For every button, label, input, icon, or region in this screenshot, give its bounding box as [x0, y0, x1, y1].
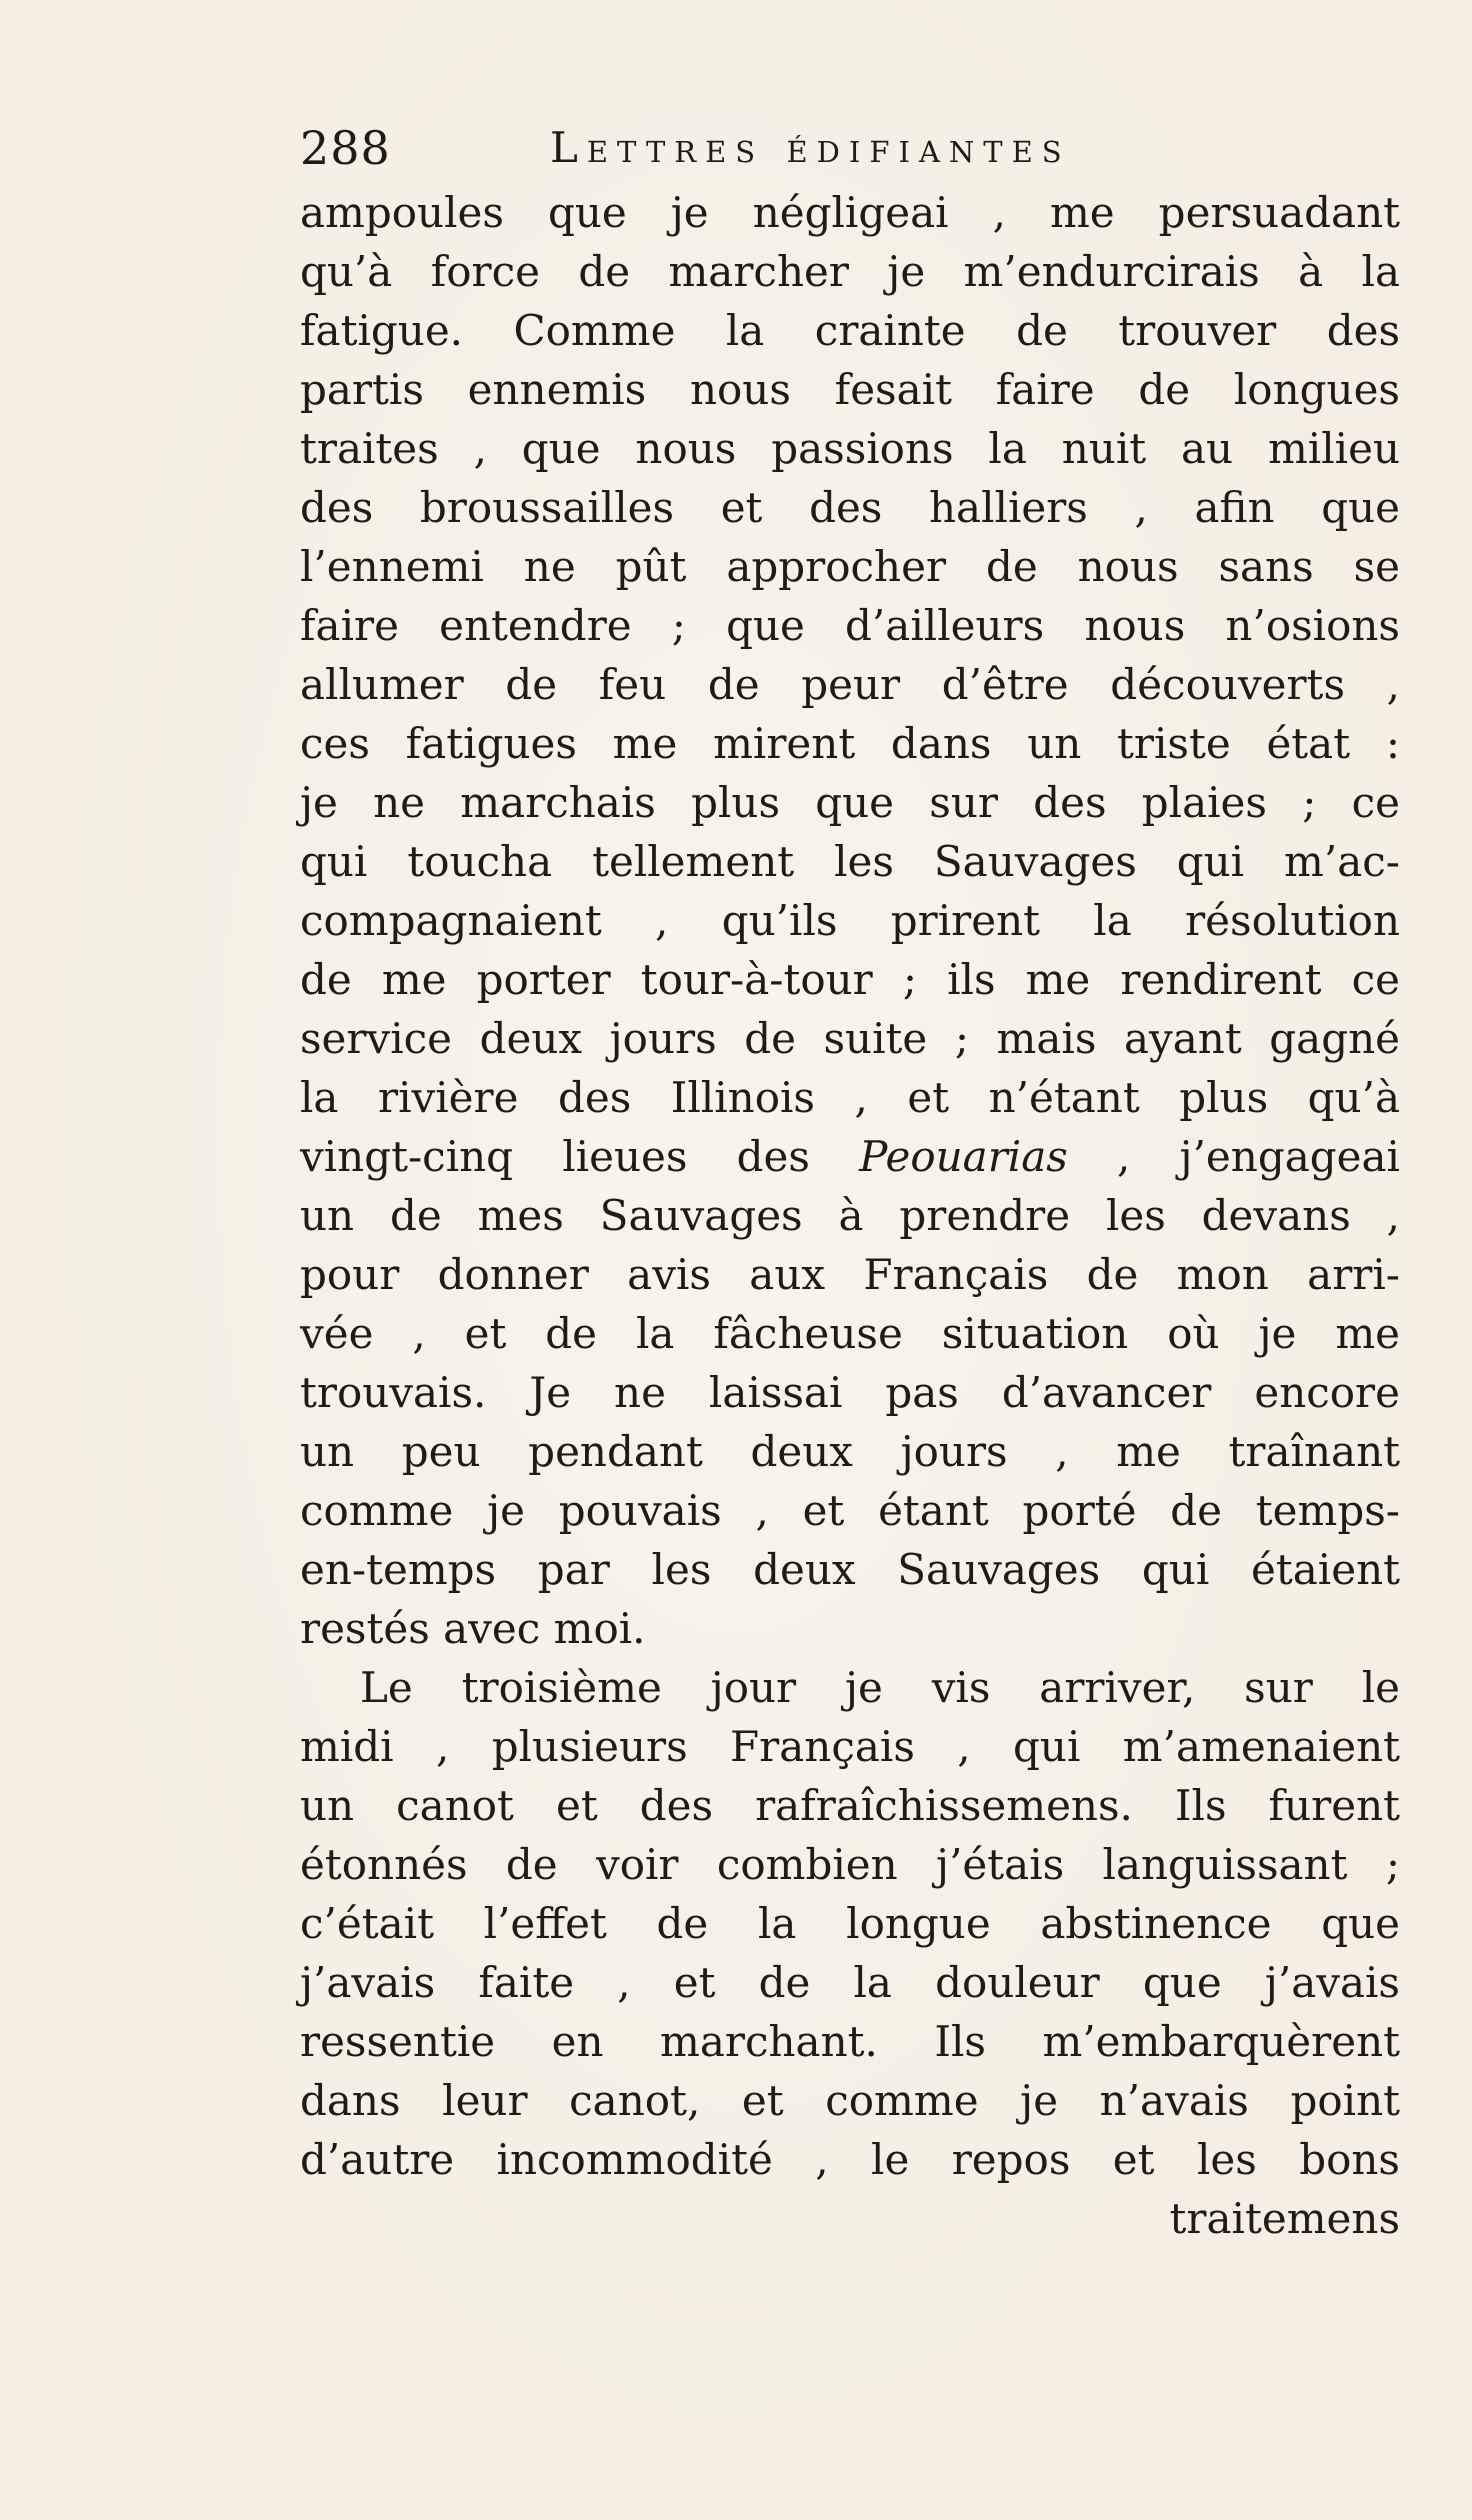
- body-text: [300, 183, 1400, 2248]
- text-line: pour donner avis aux Français de mon arri-: [300, 1250, 1400, 1299]
- text-line: d’autre incommodité , le repos et les bons: [300, 2135, 1400, 2184]
- text-line: vée , et de la fâcheuse situation où je me: [300, 1309, 1400, 1358]
- text-line: trouvais. Je ne laissai pas d’avancer encore: [300, 1368, 1400, 1417]
- text-line: dans leur canot, et comme je n’avais point: [300, 2076, 1400, 2125]
- text-line: des broussailles et des halliers , afin que: [300, 483, 1400, 532]
- running-title: Lettres édifiantes: [550, 123, 1071, 172]
- italic-place-name: Peouarias: [859, 1132, 1068, 1181]
- text-line: ces fatigues me mirent dans un triste état :: [300, 719, 1400, 768]
- text-line: un de mes Sauvages à prendre les devans ,: [300, 1191, 1400, 1240]
- text-line: étonnés de voir combien j’étais languissant ;: [300, 1840, 1400, 1889]
- text-line: ressentie en marchant. Ils m’embarquèrent: [300, 2017, 1400, 2066]
- text-line: fatigue. Comme la crainte de trouver des: [300, 306, 1400, 355]
- text-line: j’avais faite , et de la douleur que j’avais: [300, 1958, 1400, 2007]
- text-line: je ne marchais plus que sur des plaies ; ce: [300, 778, 1400, 827]
- text-line: ampoules que je négligeai , me persuadant: [300, 188, 1400, 237]
- text-line: c’était l’effet de la longue abstinence que: [300, 1899, 1400, 1948]
- text-line: qu’à force de marcher je m’endurcirais à la: [300, 247, 1400, 296]
- text-line: comme je pouvais , et étant porté de temps-: [300, 1486, 1400, 1535]
- line-text-after: , j’engageai: [1067, 1132, 1400, 1181]
- page-number: 288: [300, 121, 391, 175]
- text-line: traites , que nous passions la nuit au milieu: [300, 424, 1400, 473]
- text-line: qui toucha tellement les Sauvages qui m’ac-: [300, 837, 1400, 886]
- paragraph-end-line: restés avec moi.: [300, 1604, 646, 1653]
- line-text-before: vingt-cinq lieues des: [300, 1132, 860, 1181]
- catchword: traitemens: [1169, 2194, 1400, 2243]
- text-line: de me porter tour-à-tour ; ils me rendirent ce: [300, 955, 1400, 1004]
- text-line: midi , plusieurs Français , qui m’amenaient: [300, 1722, 1400, 1771]
- text-line-with-italic: [300, 1127, 1400, 1186]
- text-line: l’ennemi ne pût approcher de nous sans se: [300, 542, 1400, 591]
- paragraph-start-line: Le troisième jour je vis arriver, sur le: [360, 1663, 1400, 1712]
- text-line: faire entendre ; que d’ailleurs nous n’osions: [300, 601, 1400, 650]
- text-line: service deux jours de suite ; mais ayant gagné: [300, 1014, 1400, 1063]
- text-line: compagnaient , qu’ils prirent la résolution: [300, 896, 1400, 945]
- text-line: en-temps par les deux Sauvages qui étaient: [300, 1545, 1400, 1594]
- text-line: un peu pendant deux jours , me traînant: [300, 1427, 1400, 1476]
- text-line: un canot et des rafraîchissemens. Ils furent: [300, 1781, 1400, 1830]
- text-line: la rivière des Illinois , et n’étant plus qu’à: [300, 1073, 1400, 1122]
- text-line: partis ennemis nous fesait faire de longues: [300, 365, 1400, 414]
- text-line: allumer de feu de peur d’être découverts ,: [300, 660, 1400, 709]
